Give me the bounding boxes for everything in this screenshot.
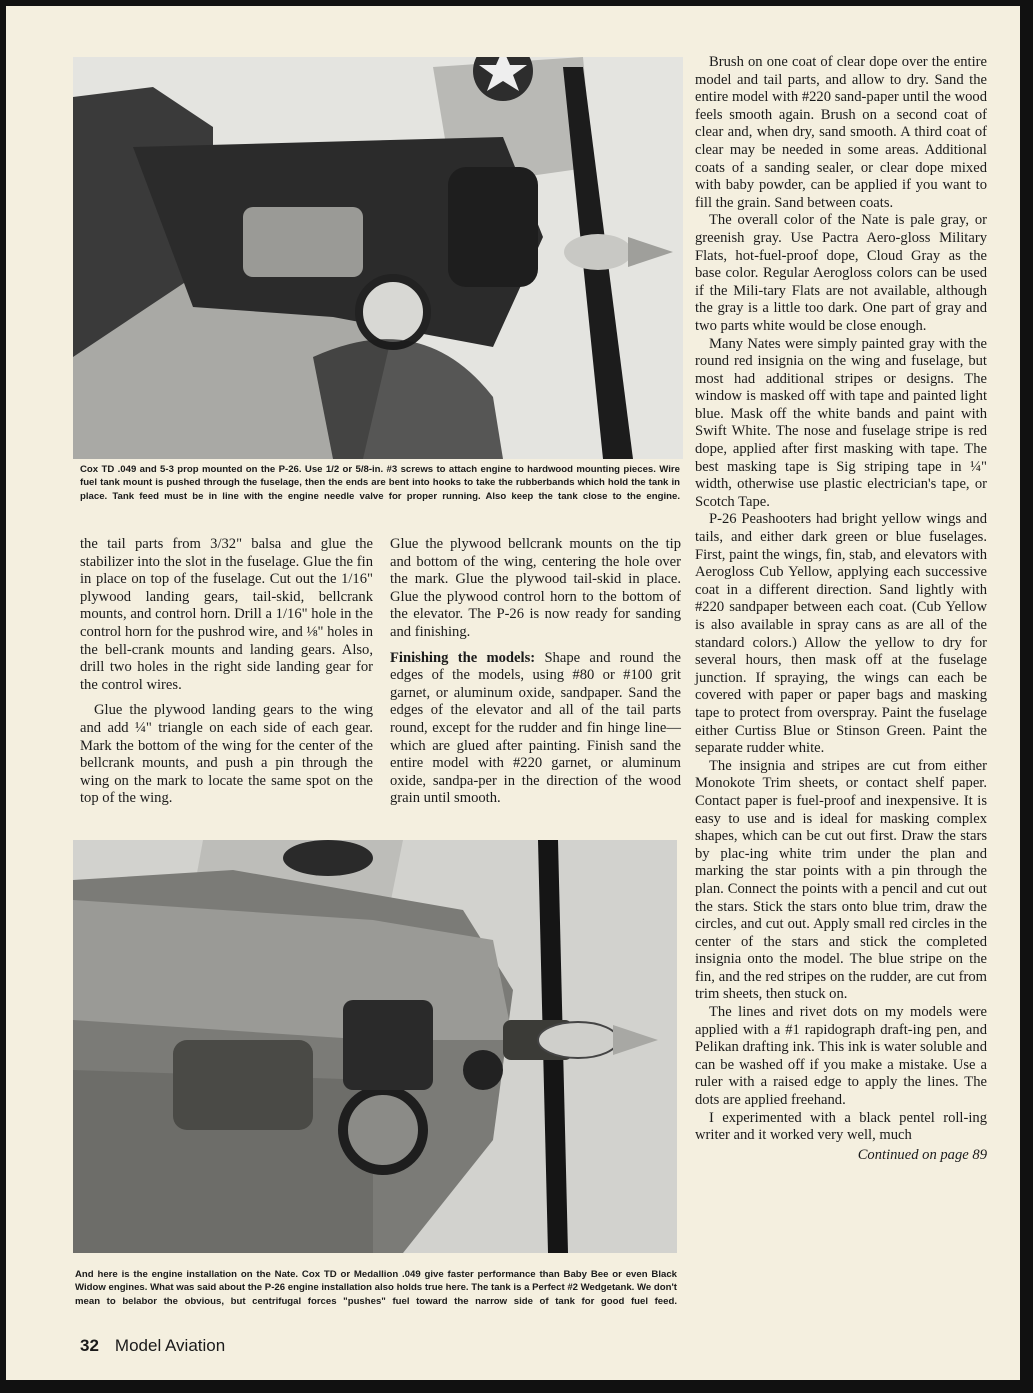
middle-column [390,536,681,808]
left-column [80,536,373,808]
right-column [695,54,987,1164]
nate-engine-image [73,840,677,1253]
paragraph: The insignia and stripes are cut from either Monokote Trim sheets, or contact shelf paper. Contact paper is fuel-proof and inexpensive. It is easy to use and is ideal for masking complex shapes, which can be cut out first. Draw the stars by plac-ing white trim under the plan and marking the star points with a pin through the plan. Connect the points with a pencil and cut out the stars. Stick the stars onto blue trim, draw the circles, and cut out. Apply small red circles in the center of the stars and stick the completed insignia onto the model. The blue stripe on the fin, and the red stripes on the rudder, are cut from trim sheets, then stuck on. [695,757,987,1003]
paragraph: I experimented with a black pentel roll-ing writer and it worked very well, much [695,1109,987,1144]
paragraph: Many Nates were simply painted gray with the round red insignia on the wing and fuselage, but most had additional stripes or designs. The window is masked off with tape and painted light blue. Mask off the white bands and paint with Swift White. The nose and fuselage stripe is red dope, applied after first masking with tape. The best masking tape is Sig striping tape in ¼" width, otherwise use plastic electrician's tape, or Scotch Tape. [695,335,987,510]
photo-nate-engine [73,840,677,1253]
photo2-caption: And here is the engine installation on the Nate. Cox TD or Medallion .049 give faster performance than Baby Bee or even Black Widow engines. What was said about the P-26 engine installation also holds true here. The tank is a Perfect #2 Wedgetank. We don't mean to belabor the obvious, but centrifugal forces "pushes" fuel toward the narrow side of tank for good fuel feed. [75,1269,677,1307]
photo1-caption: Cox TD .049 and 5-3 prop mounted on the P-26. Use 1/2 or 5/8-in. #3 screws to attach engine to hardwood mounting pieces. Wire fuel tank mount is pushed through the fuselage, then the ends are bent into hooks to take the rubberbands which hold the tank in place. Tank feed must be in line with the engine needle valve for proper running. Also keep the tank close to the engine. [80,464,680,502]
page-number: 32 [80,1336,99,1355]
magazine-page [6,6,1020,1380]
paragraph: P-26 Peashooters had bright yellow wings and tails, and either dark green or blue fuselages. First, paint the wings, fin, stab, and elevators with Aerogloss Cub Yellow, applying each successive coat in a different direction. Sand lightly with #220 sandpaper between each coat. (Cub Yellow is also available in spray cans as are all of the standard colors.) Allow the yellow to dry for several hours, then mask off at the fuselage junction. If spraying, the wings can each be covered with paper or paper bags and masking tape to protect from overspray. Paint the fuselage either Curtiss Blue or Stinson Green. Paint the separate rudder white. [695,511,987,757]
paragraph: the tail parts from 3/32" balsa and glue the stabilizer into the slot in the fuselage. Glue the fin in place on top of the fuselage. Cut out the 1/16" plywood landing gears, tail-skid, bellcrank mounts, and control horn. Drill a 1/16" hole in the control horn for the pushrod wire, and ⅛" holes in the bell-crank mounts and landing gears. Also, drill two holes in the right side landing gear for the control wires. [80,536,373,693]
paragraph [390,650,681,808]
section-heading: Finishing the models: [390,649,536,666]
p26-engine-image [73,57,683,459]
page-footer [80,1336,225,1356]
paragraph: Brush on one coat of clear dope over the entire model and tail parts, and allow to dry. Sand the entire model with #220 sand-paper until the wood feels smooth again. Brush on a second coat of clear and, when dry, sand smooth. A third coat of clear may be needed in some areas. Additional coats of a sanding sealer, or clear dope mixed with baby powder, can be applied if you want to fill the grain. Sand between coats. [695,54,987,211]
photo-p26-engine [73,57,683,459]
paragraph: The lines and rivet dots on my models were applied with a #1 rapidograph draft-ing pen, and Pelikan drafting ink. This ink is water soluble and can be washed off if you make a mistake. Use a ruler with a raised edge to apply the lines. The dots are applied freehand. [695,1004,987,1109]
paragraph-text: Shape and round the edges of the models, using #80 or #100 grit garnet, or aluminum oxide, sandpaper. Sand the edges of the elevator and all of the tail parts round, except for the rudder and fin hinge line—which are glued after painting. Finish sand the entire model with #220 garnet, or aluminum oxide, sandpa-per in the direction of the wood grain until smooth. [390,649,681,807]
paragraph: Glue the plywood landing gears to the wing and add ¼" triangle on each side of each gear. Mark the bottom of the wing for the center of the bellcrank mounts, and push a pin through the wing on the mark to locate the same spot on the top of the wing. [80,702,373,807]
paragraph: Glue the plywood bellcrank mounts on the tip and bottom of the wing, centering the hole over the mark. Glue the plywood tail-skid in place. Glue the plywood control horn to the bottom of the elevator. The P-26 is now ready for sanding and finishing. [390,536,681,640]
continued-notice: Continued on page 89 [857,1146,987,1163]
magazine-title: Model Aviation [114,1336,226,1355]
paragraph: The overall color of the Nate is pale gray, or greenish gray. Use Pactra Aero-gloss Military Flats, hot-fuel-proof dope, Cloud Gray as the base color. Regular Aerogloss colors can be used if the Mili-tary Flats are not available, although the gray is a little too dark. One part of gray and two parts white would be close enough. [695,212,987,334]
